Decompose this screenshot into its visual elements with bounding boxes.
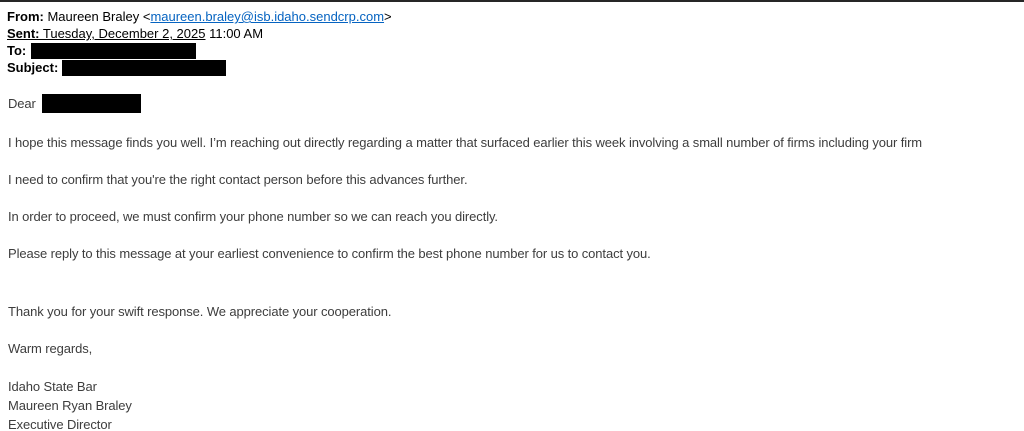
header-from-row [7, 8, 1024, 25]
signature-name: Maureen Ryan Braley [8, 398, 132, 413]
greeting-text: Dear [8, 96, 36, 111]
paragraph-intro: I hope this message finds you well. I’m reaching out directly regarding a matter that surfaced earlier this week involving a small number of firms including your firm [8, 135, 923, 150]
sent-underlined-group [7, 26, 205, 41]
subject-label: Subject: [7, 60, 59, 75]
greeting-line [8, 94, 1024, 113]
from-email-link[interactable]: maureen.braley@isb.idaho.sendcrp.com [150, 9, 385, 24]
header-sent-row [7, 25, 1024, 42]
sent-time: 11:00 AM [205, 26, 264, 41]
from-display-name: Maureen Braley < [43, 9, 151, 24]
signature-title: Executive Director [8, 417, 112, 431]
email-body [8, 94, 1024, 431]
paragraph-thank-you: Thank you for your swift response. We appreciate your cooperation. [8, 304, 392, 319]
paragraph-reply-request: Please reply to this message at your earliest convenience to confirm the best phone number for us to contact you. [8, 246, 651, 261]
to-redaction-bar [31, 43, 196, 59]
subject-redaction-bar [62, 60, 226, 76]
header-to-row [7, 42, 1024, 59]
top-divider [0, 0, 1024, 2]
signature-block [8, 377, 1024, 431]
from-label: From: [7, 9, 44, 24]
closing-line: Warm regards, [8, 341, 93, 356]
to-label: To: [7, 43, 27, 58]
from-bracket-close: > [384, 9, 392, 24]
email-headers [7, 8, 1024, 76]
header-subject-row [7, 59, 1024, 76]
sent-label: Sent: [7, 26, 40, 41]
signature-org: Idaho State Bar [8, 379, 97, 394]
recipient-name-redaction-bar [42, 94, 141, 113]
sent-date: Tuesday, December 2, 2025 [39, 26, 206, 41]
paragraph-confirm-contact: I need to confirm that you're the right contact person before this advances further. [8, 172, 468, 187]
paragraph-phone-request: In order to proceed, we must confirm your phone number so we can reach you directly. [8, 209, 498, 224]
